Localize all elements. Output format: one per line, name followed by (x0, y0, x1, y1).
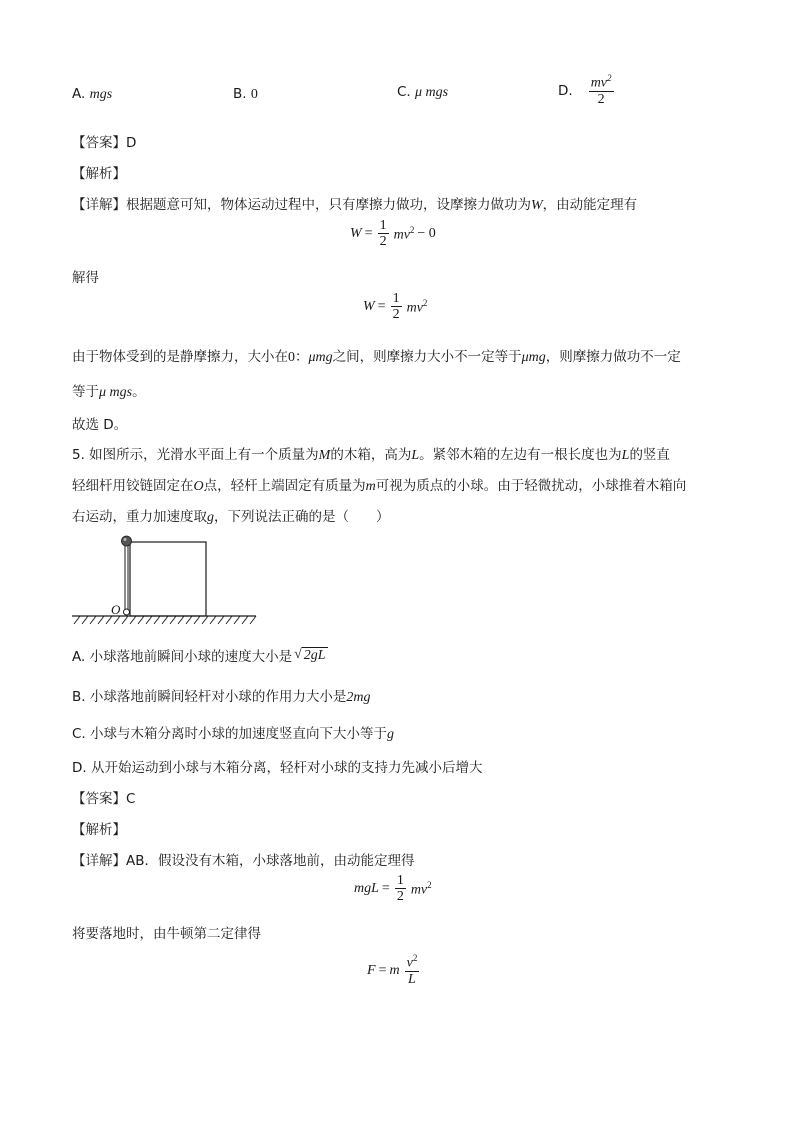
detail-tag: 【详解】 (72, 197, 126, 213)
eq4-sup: 2 (412, 953, 418, 963)
line-b-text: 等于 (72, 384, 99, 400)
q4-line-a (72, 345, 681, 366)
line-a-zero: 0 (288, 350, 295, 365)
equation-2: W = $\frac{1}{2}$ $mv^2$ (363, 291, 428, 323)
q5-detail-text: AB．假设没有木箱，小球落地前，由动能定理得 (126, 853, 415, 869)
option-a-label: A. (72, 86, 86, 102)
eq3-fraction (395, 873, 406, 905)
eq1-num: 1 (379, 218, 387, 233)
eq1-tail: − 0 (417, 225, 436, 241)
l1-a: 5. 如图所示，光滑水平面上有一个质量为 (72, 447, 319, 463)
l2-c: 可视为质点的小球。由于轻微扰动，小球推着木箱向 (375, 478, 687, 494)
line-b-expr: μ mgs (99, 385, 133, 400)
q4-line-b (72, 380, 146, 401)
equation-3: mgL = $\frac{1}{2}$ $mv^2$ (354, 873, 432, 905)
ground-hatch (74, 616, 256, 624)
q5-option-d: D. 从开始运动到小球与木箱分离，轻杆对小球的支持力先减小后增大 (72, 760, 483, 776)
newton-text: 将要落地时，由牛顿第二定律得 (72, 926, 261, 942)
option-d-fraction (589, 74, 614, 107)
option-c (397, 84, 448, 101)
q5-detail-tag: 【详解】 (72, 853, 126, 869)
line-b-tail: 。 (132, 384, 146, 400)
detail-tail: ，由动能定理有 (542, 197, 638, 213)
l3-g: g (207, 510, 214, 525)
eq2-den: 2 (392, 307, 400, 323)
option-d-den: 2 (597, 92, 605, 108)
option-b-label: B. (233, 86, 247, 102)
option-d-sup: 2 (607, 73, 612, 83)
line-a-mumg: μmg (308, 350, 333, 365)
eq4-m: m (389, 962, 400, 978)
opt-c-g: g (387, 727, 395, 742)
l3-a: 右运动，重力加速度取 (72, 509, 207, 525)
line-a-mumg2: μmg (521, 350, 546, 365)
equation-1: W = $\frac{1}{2}$ $mv^2$ − 0 (350, 218, 436, 250)
eq2-mv: mv (406, 300, 423, 316)
q5-option-a (72, 645, 328, 665)
q5-stem-line-1 (72, 443, 670, 464)
q5-option-b (72, 685, 370, 706)
sqrt-radicand: 2gL (303, 647, 326, 663)
point-o-label: O (111, 602, 121, 617)
eq2-lhs: W (363, 298, 375, 314)
q4-detail (72, 193, 637, 214)
option-d (558, 74, 616, 107)
q5-stem-line-3 (72, 505, 390, 526)
solve-text: 解得 (72, 270, 99, 286)
option-c-label: C. (397, 84, 411, 100)
eq4-den: L (408, 972, 416, 988)
q5-option-c (72, 722, 394, 743)
equation-4: F = m $\frac{v^2}{L}$ (367, 953, 418, 988)
l3-b: ，下列说法正确的是（ ） (214, 509, 390, 525)
l1-c: 。紧邻木箱的左边有一根长度也为 (419, 447, 622, 463)
option-a (72, 86, 112, 103)
eq3-sup: 2 (427, 879, 432, 890)
option-c-expr: μ mgs (415, 85, 449, 100)
line-a-text: 由于物体受到的是静摩擦力，大小在 (72, 349, 288, 365)
wooden-box (130, 542, 206, 616)
q5-stem-line-2 (72, 474, 686, 495)
detail-text: 根据题意可知，物体运动过程中，只有摩擦力做功，设摩擦力做功为 (126, 197, 531, 213)
line-a-sep: ： (295, 349, 309, 365)
eq2-fraction (391, 291, 402, 323)
l1-L: L (411, 448, 420, 463)
q5-analysis-tag: 【解析】 (72, 822, 126, 838)
ball (122, 536, 132, 546)
l2-b: 点，轻杆上端固定有质量为 (203, 478, 366, 494)
option-d-num: mv (590, 75, 608, 91)
q5-answer: 【答案】C (72, 791, 136, 807)
option-a-expr: mgs (89, 87, 113, 102)
eq4-num: v (406, 955, 413, 971)
eq3-num: 1 (396, 873, 404, 888)
eq1-mv: mv (393, 227, 410, 243)
l2-m: m (365, 479, 376, 494)
eq3-mv: mv (410, 882, 428, 898)
q4-analysis-tag: 【解析】 (72, 166, 126, 182)
opt-a-text: A. 小球落地前瞬间小球的速度大小是 (72, 649, 293, 665)
detail-var: W (531, 198, 543, 213)
l1-M: M (318, 448, 331, 463)
eq2-num: 1 (392, 291, 400, 306)
q4-choose: 故选 D。 (72, 417, 128, 433)
eq3-lhs: mgL (354, 880, 379, 896)
figure-box-rod (66, 532, 266, 632)
eq1-den: 2 (379, 234, 387, 250)
eq4-lhs: F (367, 962, 376, 978)
line-a-tail: ，则摩擦力做功不一定 (545, 349, 681, 365)
option-b-value: 0 (250, 87, 258, 102)
l2-O: O (193, 479, 204, 494)
opt-b-val: 2mg (346, 690, 371, 705)
ball-highlight (124, 538, 127, 541)
eq1-lhs: W (350, 225, 362, 241)
q4-answer: 【答案】D (72, 135, 137, 151)
eq2-sup: 2 (422, 297, 428, 308)
hinge (124, 609, 130, 615)
eq1-fraction (378, 218, 389, 250)
eq1-sup: 2 (409, 224, 415, 235)
sqrt-expr: √ 2gL (294, 646, 326, 663)
eq4-fraction (405, 954, 420, 987)
l1-L2: L (621, 448, 630, 463)
eq3-den: 2 (396, 889, 404, 905)
option-d-label: D. (558, 82, 573, 99)
l1-b: 的木箱，高为 (330, 447, 412, 463)
opt-b-text: B. 小球落地前瞬间轻杆对小球的作用力大小是 (72, 689, 347, 705)
l2-a: 轻细杆用铰链固定在 (72, 478, 194, 494)
opt-c-text: C. 小球与木箱分离时小球的加速度竖直向下大小等于 (72, 726, 388, 742)
option-b (233, 86, 258, 103)
line-a-mid: 之间，则摩擦力大小不一定等于 (332, 349, 522, 365)
q5-detail (72, 849, 415, 869)
l1-d: 的竖直 (629, 447, 670, 463)
